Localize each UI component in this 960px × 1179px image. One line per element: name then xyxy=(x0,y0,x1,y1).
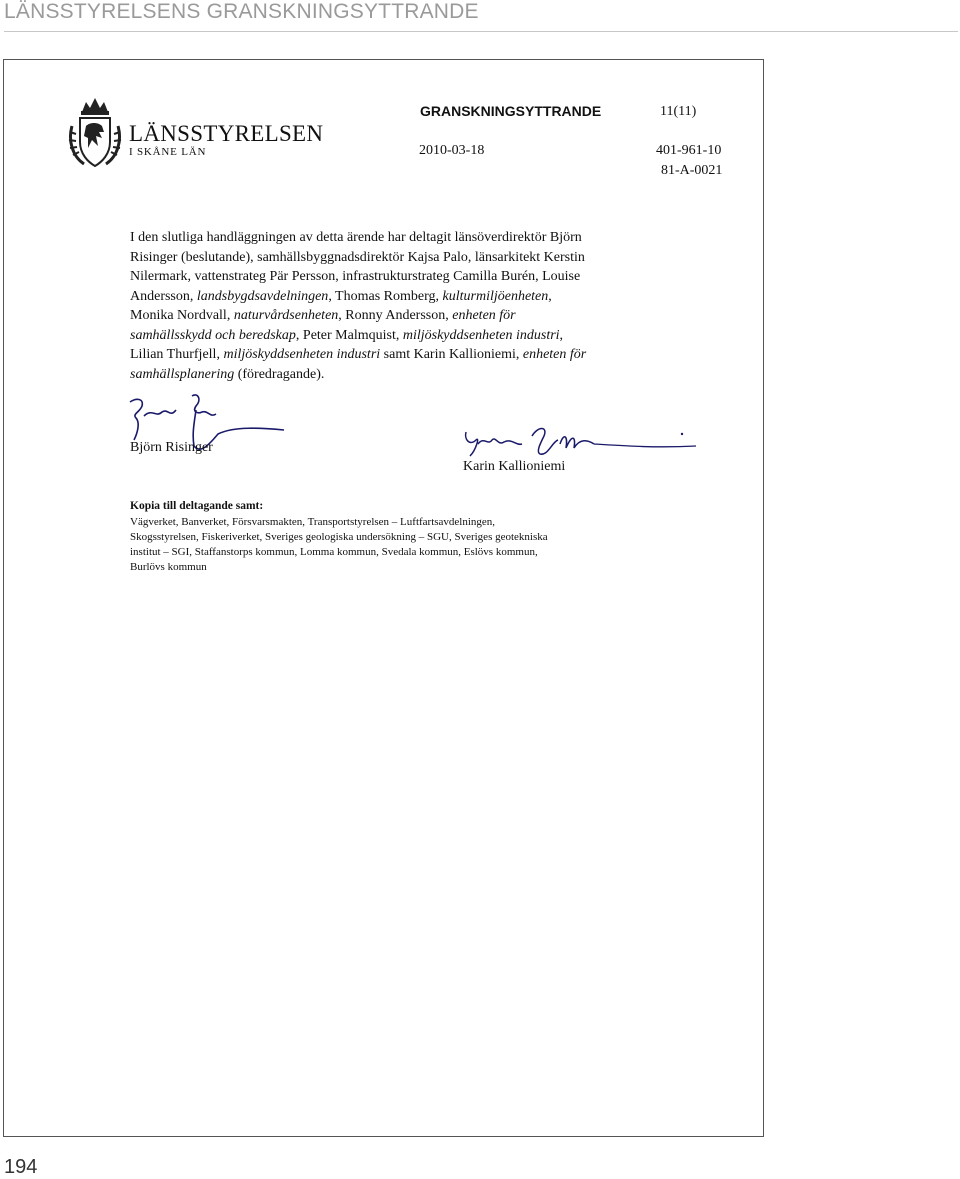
paragraph-text-run: Monika Nordvall, xyxy=(130,308,234,323)
document-date: 2010-03-18 xyxy=(419,143,485,158)
italic-department-name: miljöskyddsenheten industri xyxy=(223,347,381,362)
copy-recipients-line: Vägverket, Banverket, Försvarsmakten, Transportstyrelsen – Luftfartsavdelningen, xyxy=(130,516,496,528)
paragraph-line xyxy=(130,228,650,248)
header-divider xyxy=(4,31,958,32)
paragraph-text-run: , Peter Malmquist, xyxy=(295,327,403,343)
paragraph-line xyxy=(130,306,650,326)
italic-department-name: samhällsplanering xyxy=(130,366,235,382)
copy-recipients-line: Skogsstyrelsen, Fiskeriverket, Sveriges geologiska undersökning – SGU, Sveriges geotekniska xyxy=(130,531,548,543)
reference-number-secondary: 81-A-0021 xyxy=(661,163,723,178)
paragraph-text-run: Nilermark, vattenstrateg Pär Persson, infrastrukturstrateg Camilla Burén, Louise xyxy=(130,269,581,284)
organization-name: LÄNSSTYRELSEN xyxy=(129,121,324,146)
copy-recipients-line: institut – SGI, Staffanstorps kommun, Lomma kommun, Svedala kommun, Eslövs kommun, xyxy=(130,546,538,558)
paragraph-line xyxy=(130,365,650,385)
italic-department-name: enheten för xyxy=(452,308,516,323)
paragraph-text-run: I den slutliga handläggningen av detta ärende har deltagit länsöverdirektör Björn xyxy=(130,230,582,245)
paragraph-text-run: Andersson, xyxy=(130,288,197,304)
paragraph-text-run: , xyxy=(548,288,552,304)
scanned-document-page xyxy=(3,59,764,1137)
paragraph-text-run: samt Karin Kallioniemi, xyxy=(380,347,523,362)
page-number: 194 xyxy=(4,1156,38,1178)
italic-department-name: miljöskyddsenheten industri xyxy=(402,327,560,343)
decision-paragraph xyxy=(130,228,650,384)
paragraph-text-run: , Thomas Romberg, xyxy=(328,288,443,304)
paragraph-line xyxy=(130,248,650,268)
page-count: 11(11) xyxy=(660,104,697,119)
page-header-title: LÄNSSTYRELSENS GRANSKNINGSYTTRANDE xyxy=(4,0,479,23)
italic-department-name: enheten för xyxy=(522,347,587,362)
paragraph-text-run: Risinger (beslutande), samhällsbyggnadsdirektör Kajsa Palo, länsarkitekt Kerstin xyxy=(130,249,585,265)
paragraph-line xyxy=(130,326,650,346)
document-type: GRANSKNINGSYTTRANDE xyxy=(420,103,602,119)
italic-department-name: naturvårdsenheten xyxy=(233,308,339,323)
italic-department-name: samhällsskydd och beredskap xyxy=(130,327,296,343)
signer-name-2: Karin Kallioniemi xyxy=(463,459,566,474)
copy-recipients-list xyxy=(130,515,640,575)
italic-department-name: kulturmiljöenheten xyxy=(442,288,549,304)
copy-recipients-heading: Kopia till deltagande samt: xyxy=(130,500,264,512)
paragraph-text-run: , Ronny Andersson, xyxy=(338,308,453,323)
paragraph-text-run: Lilian Thurfjell, xyxy=(130,347,224,362)
paragraph-line xyxy=(130,287,650,307)
paragraph-line xyxy=(130,267,650,287)
reference-number: 401-961-10 xyxy=(656,143,722,158)
paragraph-text-run: , xyxy=(559,327,564,343)
organization-subtitle: I SKÅNE LÄN xyxy=(129,146,207,158)
italic-department-name: landsbygdsavdelningen xyxy=(196,288,329,304)
county-coat-of-arms-icon xyxy=(64,96,126,170)
paragraph-line xyxy=(130,345,650,365)
signer-name-1: Björn Risinger xyxy=(130,440,213,455)
copy-recipients-line: Burlövs kommun xyxy=(130,561,207,573)
handwritten-signature-2 xyxy=(456,422,706,462)
paragraph-text-run: (föredragande). xyxy=(234,366,325,382)
